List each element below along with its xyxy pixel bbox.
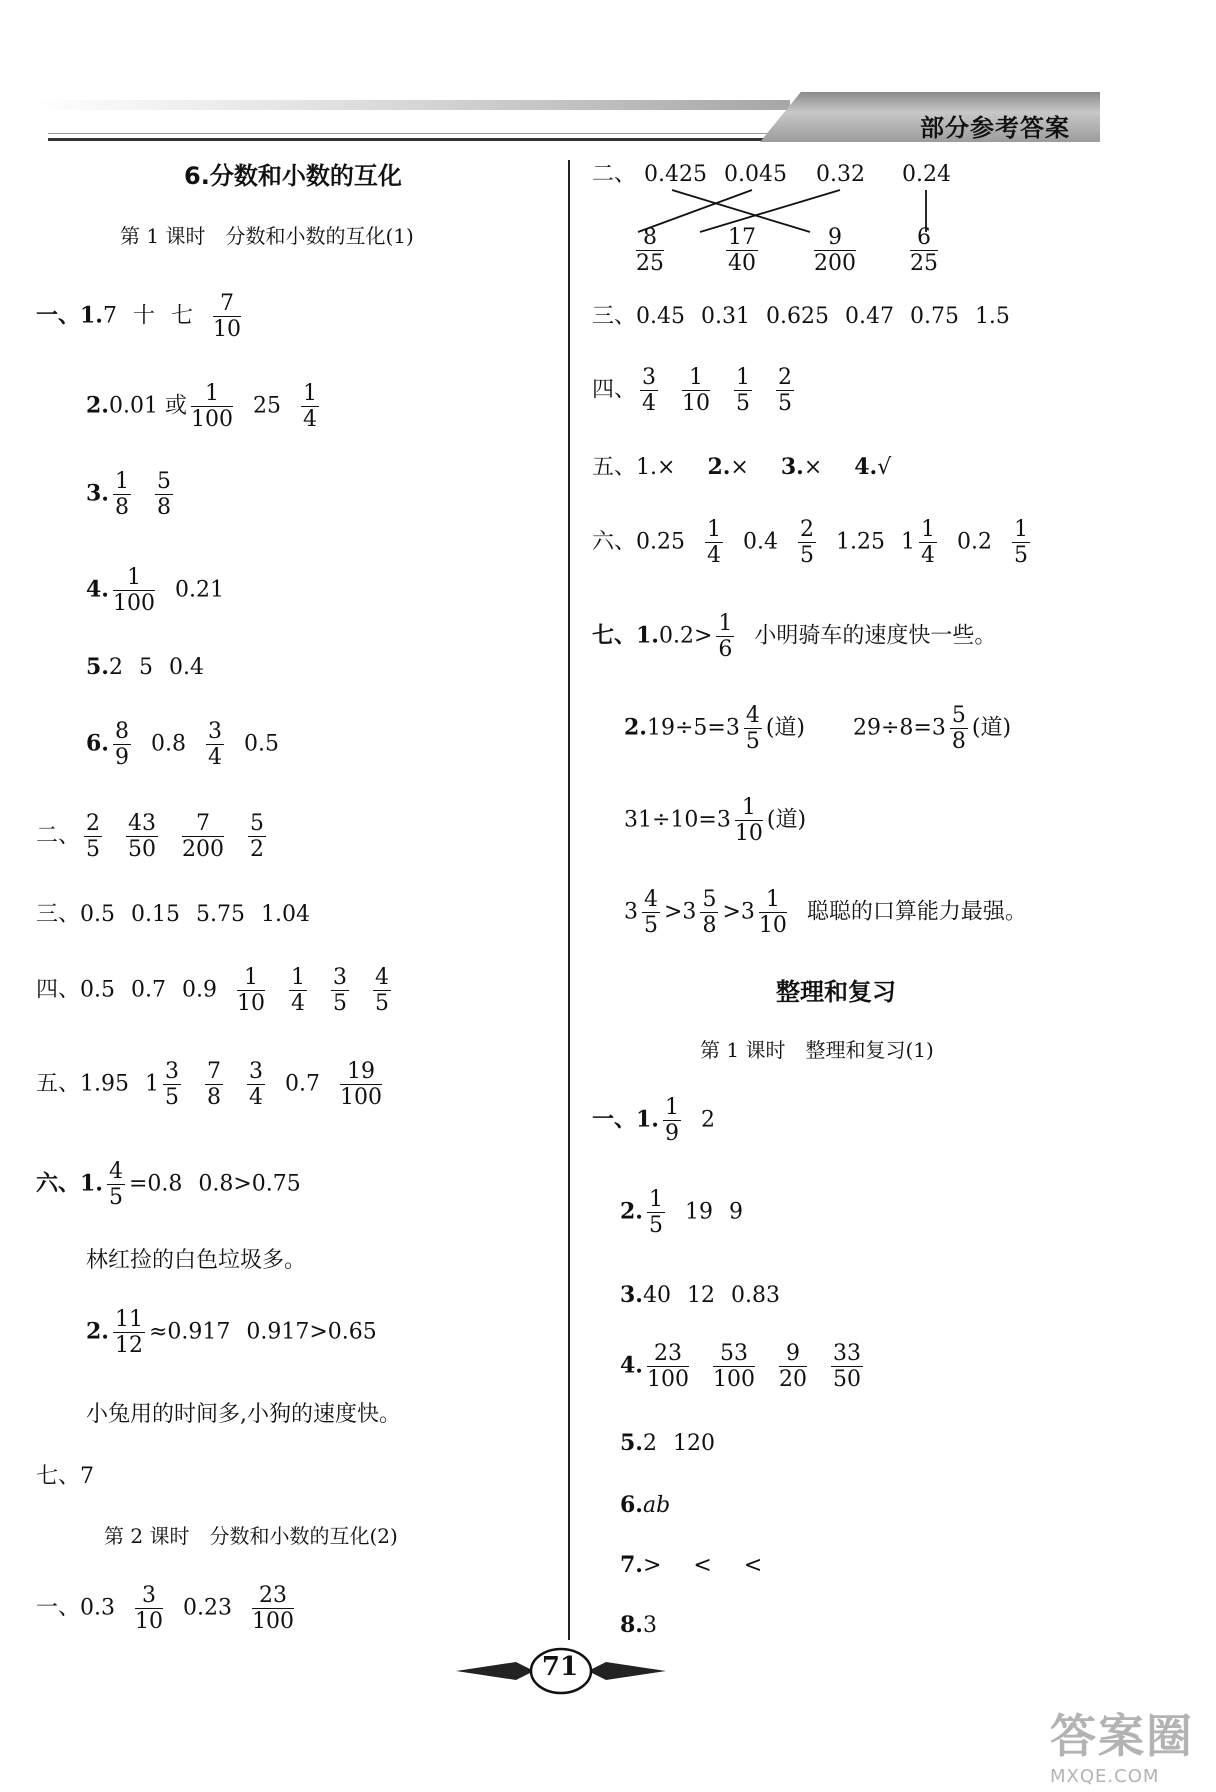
fraction: $\frac{5}{8}$ [156, 469, 171, 521]
answer-line: 31÷10=3 $\frac{1}{10}$ (道) [624, 795, 807, 847]
decimal-value: 0.425 [644, 162, 707, 187]
fraction: $\frac{4}{5}$ [108, 1159, 123, 1211]
fraction: $\frac{7}{8}$ [207, 1059, 221, 1111]
answer-text: 林红捡的白色垃圾多。 [86, 1248, 307, 1273]
fraction: $\frac{6}{25}$ [910, 225, 938, 277]
answer-line: 5.2 5 0.4 [86, 654, 204, 680]
fraction: $\frac{1}{10}$ [682, 365, 711, 417]
answer-line: 一、1.7 十 七 $\frac{7}{10}$ [36, 291, 241, 343]
answer-line: 3. $\frac{1}{8}$ $\frac{5}{8}$ [86, 469, 171, 521]
fraction: $\frac{1}{10}$ [237, 965, 266, 1017]
fraction: $\frac{3}{10}$ [135, 1583, 164, 1635]
fraction: $\frac{5}{2}$ [250, 811, 265, 863]
fraction: $\frac{8}{25}$ [636, 225, 664, 277]
answer-line: 一、1. $\frac{1}{9}$ 2 [592, 1095, 715, 1147]
fraction: $\frac{23}{100}$ [646, 1341, 689, 1393]
answer-line: 4. $\frac{1}{100}$ 0.21 [86, 565, 224, 617]
answer-line: 三、0.45 0.31 0.625 0.47 0.75 1.5 [592, 304, 1010, 329]
fraction: $\frac{53}{100}$ [712, 1341, 755, 1393]
fraction: $\frac{5}{8}$ [951, 703, 966, 755]
fraction: $\frac{1}{10}$ [734, 795, 763, 847]
decimal-value: 0.24 [902, 162, 951, 187]
answer-line: 六、1. $\frac{4}{5}$ =0.8 0.8>0.75 [36, 1159, 301, 1211]
lesson-title: 第 1 课时 整理和复习(1) [700, 1038, 934, 1062]
answer-line: 3 $\frac{4}{5}$ >3 $\frac{5}{8}$ >3 $\frac{1}{10}$ 聪聪的口算能力最强。 [624, 887, 1027, 939]
fraction: $\frac{4}{5}$ [644, 887, 658, 939]
fraction: $\frac{3}{4}$ [249, 1059, 263, 1111]
fraction: $\frac{1}{5}$ [736, 365, 751, 417]
answer-line: 3.40 12 0.83 [620, 1282, 780, 1308]
fraction: $\frac{1}{4}$ [291, 965, 306, 1017]
fraction: $\frac{1}{10}$ [758, 887, 787, 939]
fraction: $\frac{1}{4}$ [707, 517, 721, 569]
answer-line: 4. $\frac{23}{100}$ $\frac{53}{100}$ $\frac{9}{20}$ $\frac{33}{50}$ [620, 1341, 861, 1393]
answer-line: 2. $\frac{11}{12}$ ≈0.917 0.917>0.65 [86, 1307, 377, 1359]
answer-line: 6. $\frac{8}{9}$ 0.8 $\frac{3}{4}$ 0.5 [86, 719, 279, 771]
answer-line: 7.> < < [620, 1552, 763, 1578]
fraction: $\frac{7}{10}$ [213, 291, 241, 343]
lesson-title: 第 2 课时 分数和小数的互化(2) [104, 1524, 398, 1548]
fraction: $\frac{33}{50}$ [832, 1341, 861, 1393]
fraction: $\frac{4}{5}$ [745, 703, 760, 755]
decimal-value: 0.045 [724, 162, 787, 187]
answer-text: 七、7 [36, 1464, 94, 1489]
fraction: $\frac{11}{12}$ [114, 1307, 143, 1359]
fraction: $\frac{3}{4}$ [207, 719, 222, 771]
fraction: $\frac{43}{50}$ [128, 811, 157, 863]
answer-line: 五、1.95 1 $\frac{3}{5}$ $\frac{7}{8}$ $\frac{3}{4}$ 0.7 $\frac{19}{100}$ [36, 1059, 382, 1111]
fraction: $\frac{1}{5}$ [1013, 517, 1028, 569]
fraction: $\frac{1}{5}$ [648, 1187, 663, 1239]
answer-text: 小兔用的时间多,小狗的速度快。 [86, 1402, 401, 1427]
fraction: $\frac{9}{200}$ [814, 225, 856, 277]
fraction: $\frac{2}{5}$ [800, 517, 814, 569]
fraction: $\frac{1}{100}$ [112, 565, 155, 617]
header-title: 部分参考答案 [920, 114, 1070, 142]
fraction: $\frac{1}{4}$ [920, 517, 935, 569]
answer-line: 四、0.5 0.7 0.9 $\frac{1}{10}$ $\frac{1}{4}$ $\frac{3}{5}$ $\frac{4}{5}$ [36, 965, 390, 1017]
answer-line: 七、1.0.2> $\frac{1}{6}$ 小明骑车的速度快一些。 [592, 611, 997, 663]
answer-line: 六、0.25 $\frac{1}{4}$ 0.4 $\frac{2}{5}$ 1.25 1 $\frac{1}{4}$ 0.2 $\frac{1}{5}$ [592, 517, 1028, 569]
fraction: $\frac{3}{4}$ [642, 365, 657, 417]
fraction: $\frac{17}{40}$ [728, 225, 756, 277]
fraction: $\frac{8}{9}$ [114, 719, 129, 771]
fraction: $\frac{1}{6}$ [718, 611, 733, 663]
section-title: 整理和复习 [776, 978, 896, 1006]
fraction: $\frac{23}{100}$ [252, 1583, 294, 1635]
answer-line: 5.2 120 [620, 1430, 715, 1456]
fraction: $\frac{5}{8}$ [702, 887, 717, 939]
fraction: $\frac{1}{100}$ [190, 381, 233, 433]
fraction: $\frac{1}{4}$ [302, 381, 317, 433]
page-number: 71 [541, 1652, 579, 1682]
decimal-value: 0.32 [816, 162, 865, 187]
answer-line: 一、0.3 $\frac{3}{10}$ 0.23 $\frac{23}{100}$ [36, 1583, 294, 1635]
answer-line: 五、1.× 2.× 3.× 4.√ [592, 454, 892, 480]
fraction: $\frac{3}{5}$ [333, 965, 348, 1017]
answer-line: 四、 $\frac{3}{4}$ $\frac{1}{10}$ $\frac{1}{5}$ $\frac{2}{5}$ [592, 365, 793, 417]
watermark: 答案圈 MXQE.COM [1050, 1709, 1194, 1787]
fraction: $\frac{19}{100}$ [340, 1059, 382, 1111]
fraction: $\frac{9}{20}$ [778, 1341, 807, 1393]
fraction: $\frac{1}{9}$ [664, 1095, 679, 1147]
answer-line: 二、 [592, 162, 637, 187]
answer-line: 三、0.5 0.15 5.75 1.04 [36, 902, 310, 927]
fraction: $\frac{4}{5}$ [375, 965, 390, 1017]
answer-line: 2. $\frac{1}{5}$ 19 9 [620, 1187, 743, 1239]
fraction: $\frac{2}{5}$ [778, 365, 793, 417]
answer-line: 8.3 [620, 1612, 657, 1638]
lesson-title: 第 1 课时 分数和小数的互化(1) [120, 224, 414, 248]
answer-line: 二、 $\frac{2}{5}$ $\frac{43}{50}$ $\frac{7}{200}$ $\frac{5}{2}$ [36, 811, 265, 863]
answer-line: 6.ab [620, 1492, 671, 1518]
fraction: $\frac{3}{5}$ [165, 1059, 179, 1111]
answer-line: 2.0.01 或 $\frac{1}{100}$ 25 $\frac{1}{4}$ [86, 381, 317, 433]
fraction: $\frac{7}{200}$ [182, 811, 225, 863]
answer-line: 2.19÷5=3 $\frac{4}{5}$ (道) 29÷8=3 $\frac{5}{8}$ (道) [624, 703, 1012, 755]
fraction: $\frac{2}{5}$ [86, 811, 101, 863]
fraction: $\frac{1}{8}$ [114, 469, 129, 521]
section-title: 6.分数和小数的互化 [184, 162, 402, 190]
